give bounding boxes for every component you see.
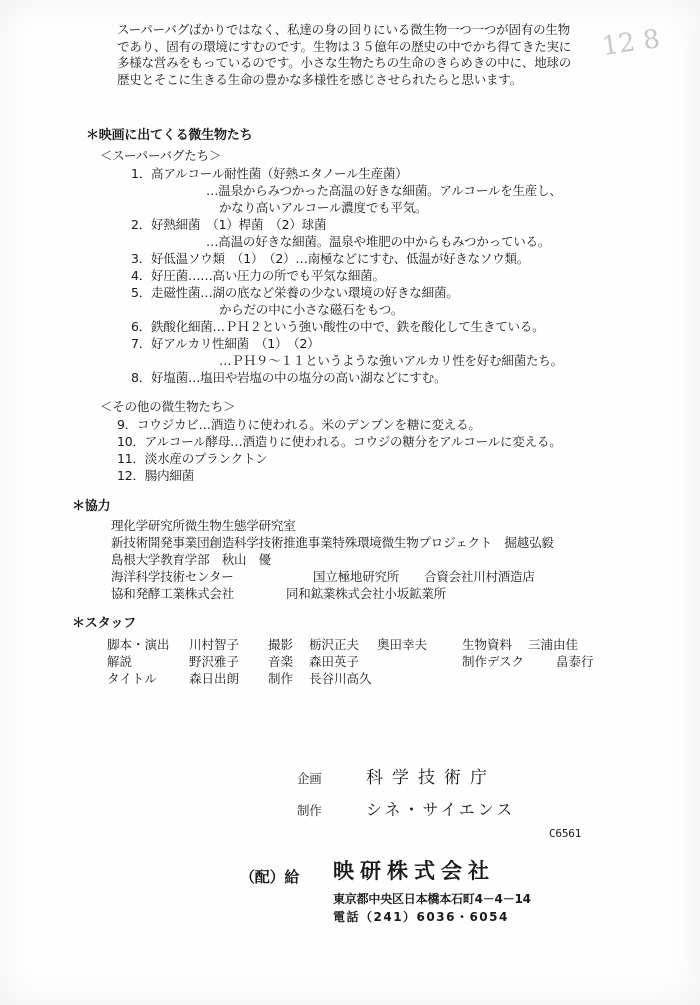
microbe-line: …高温の好きな細菌。温泉や堆肥の中からもみつかっている。 bbox=[206, 234, 551, 249]
produce-value: シネ・サイエンス bbox=[366, 800, 516, 819]
staff-person: 森日出朗 bbox=[189, 671, 240, 686]
catalog-code: C6561 bbox=[549, 827, 582, 840]
cooperation-entry: 合資会社川村酒造店 bbox=[424, 569, 535, 584]
other-microbe-line: 12．腸内細菌 bbox=[117, 468, 195, 483]
microbe-line: …ＰＨ９～１１というような強いアルカリ性を好む細菌たち。 bbox=[219, 353, 563, 368]
cooperation-entry: 協和発酵工業株式会社 bbox=[111, 586, 235, 601]
company-address: 東京都中央区日本橋本石町4－4－14 bbox=[333, 892, 531, 906]
superbug-heading: ＜スーパーバグたち＞ bbox=[100, 148, 222, 163]
microbe-line: 6．鉄酸化細菌…ＰＨ２という強い酸性の中で、鉄を酸化して生きている。 bbox=[131, 319, 545, 334]
staff-person: 三浦由佳 bbox=[528, 637, 579, 652]
cooperation-heading: ＊協力 bbox=[72, 499, 111, 514]
other-microbe-line: 9．コウジカビ…酒造りに使われる。米のデンプンを糖に変える。 bbox=[117, 417, 481, 432]
staff-role: 生物資料 bbox=[462, 637, 513, 652]
cooperation-entry: 島根大学教育学部 秋山 優 bbox=[111, 552, 271, 567]
cooperation-entry: 理化学研究所微生物生態学研究室 bbox=[111, 518, 296, 533]
cooperation-entry: 同和鉱業株式会社小坂鉱業所 bbox=[286, 586, 446, 601]
cooperation-entry: 国立極地研究所 bbox=[313, 569, 400, 584]
plan-value: 科学技術庁 bbox=[366, 768, 496, 788]
staff-role: 解説 bbox=[107, 654, 133, 669]
microbe-line: 2．好熱細菌 （1）桿菌 （2）球菌 bbox=[131, 217, 327, 232]
staff-role: 制作デスク bbox=[462, 654, 525, 669]
staff-person: 奥田幸夫 bbox=[377, 637, 428, 652]
staff-heading: ＊スタッフ bbox=[72, 616, 137, 631]
microbe-line: …温泉からみつかった高温の好きな細菌。アルコールを生産し、 bbox=[206, 183, 562, 198]
intro-line: であり、固有の環境にすむのです。生物は３５億年の歴史の中でかち得てきた実に bbox=[117, 38, 572, 54]
plan-label: 企画 bbox=[297, 771, 322, 786]
staff-role: タイトル bbox=[107, 671, 157, 686]
company-phone: 電話（241）6036・6054 bbox=[333, 910, 509, 924]
microbe-line: かなり高いアルコール濃度でも平気。 bbox=[219, 200, 428, 215]
microbe-line: からだの中に小さな磁石をもつ。 bbox=[219, 302, 404, 317]
staff-role: 音楽 bbox=[268, 654, 294, 669]
staff-person: 畠泰行 bbox=[556, 654, 594, 669]
distributor-label: （配）給 bbox=[240, 868, 300, 886]
microbe-line: 7．好アルカリ性細菌 （1） （2） bbox=[131, 336, 320, 351]
other-microbe-line: 11．淡水産のプランクトン bbox=[117, 451, 268, 466]
intro-line: 多様な営みをもっているのです。小さな生物たちの生命のきらめきの中に、地球の bbox=[117, 55, 572, 70]
microbe-line: 3．好低温ソウ類 （1） （2）…南極などにすむ、低温が好きなソウ類。 bbox=[131, 251, 530, 266]
microbe-line: 5．走磁性菌…湖の底など栄養の少ない環境の好きな細菌。 bbox=[131, 285, 459, 300]
other-microbes-heading: ＜その他の微生物たち＞ bbox=[100, 399, 236, 414]
staff-role: 撮影 bbox=[268, 637, 294, 652]
microbe-line: 8．好塩菌…塩田や岩塩の中の塩分の高い湖などにすむ。 bbox=[131, 370, 447, 385]
company-name: 映研株式会社 bbox=[333, 859, 495, 883]
staff-person: 栃沢正夫 bbox=[309, 637, 360, 652]
microbe-line: 4．好圧菌……高い圧力の所でも平気な細菌。 bbox=[131, 268, 385, 283]
other-microbe-line: 10．アルコール酵母…酒造りに使われる。コウジの糖分をアルコールに変える。 bbox=[117, 434, 562, 449]
cooperation-entry: 新技術開発事業団創造科学技術推進事業特殊環境微生物プロジェクト 掘越弘毅 bbox=[111, 535, 554, 550]
staff-role: 脚本・演出 bbox=[107, 637, 170, 652]
staff-person: 森田英子 bbox=[309, 654, 360, 669]
bleed-through-mark: 12 8 bbox=[600, 24, 662, 62]
staff-person: 野沢雅子 bbox=[189, 654, 240, 669]
staff-role: 制作 bbox=[268, 671, 294, 686]
microbes-heading: ＊映画に出てくる微生物たち bbox=[86, 128, 253, 143]
intro-line: スーパーバグばかりではなく、私達の身の回りにいる微生物一つ一つが固有の生物 bbox=[117, 22, 570, 37]
intro-paragraph bbox=[117, 22, 571, 88]
staff-person: 長谷川高久 bbox=[309, 671, 372, 686]
intro-line: 歴史とそこに生きる生命の豊かな多様性を感じさせられたらと思います。 bbox=[117, 71, 522, 87]
produce-label: 制作 bbox=[297, 803, 322, 818]
microbe-line: 1．高アルコール耐性菌（好熱エタノール生産菌） bbox=[131, 166, 408, 181]
staff-person: 川村智子 bbox=[189, 637, 240, 652]
cooperation-entry: 海洋科学技術センター bbox=[111, 569, 234, 584]
